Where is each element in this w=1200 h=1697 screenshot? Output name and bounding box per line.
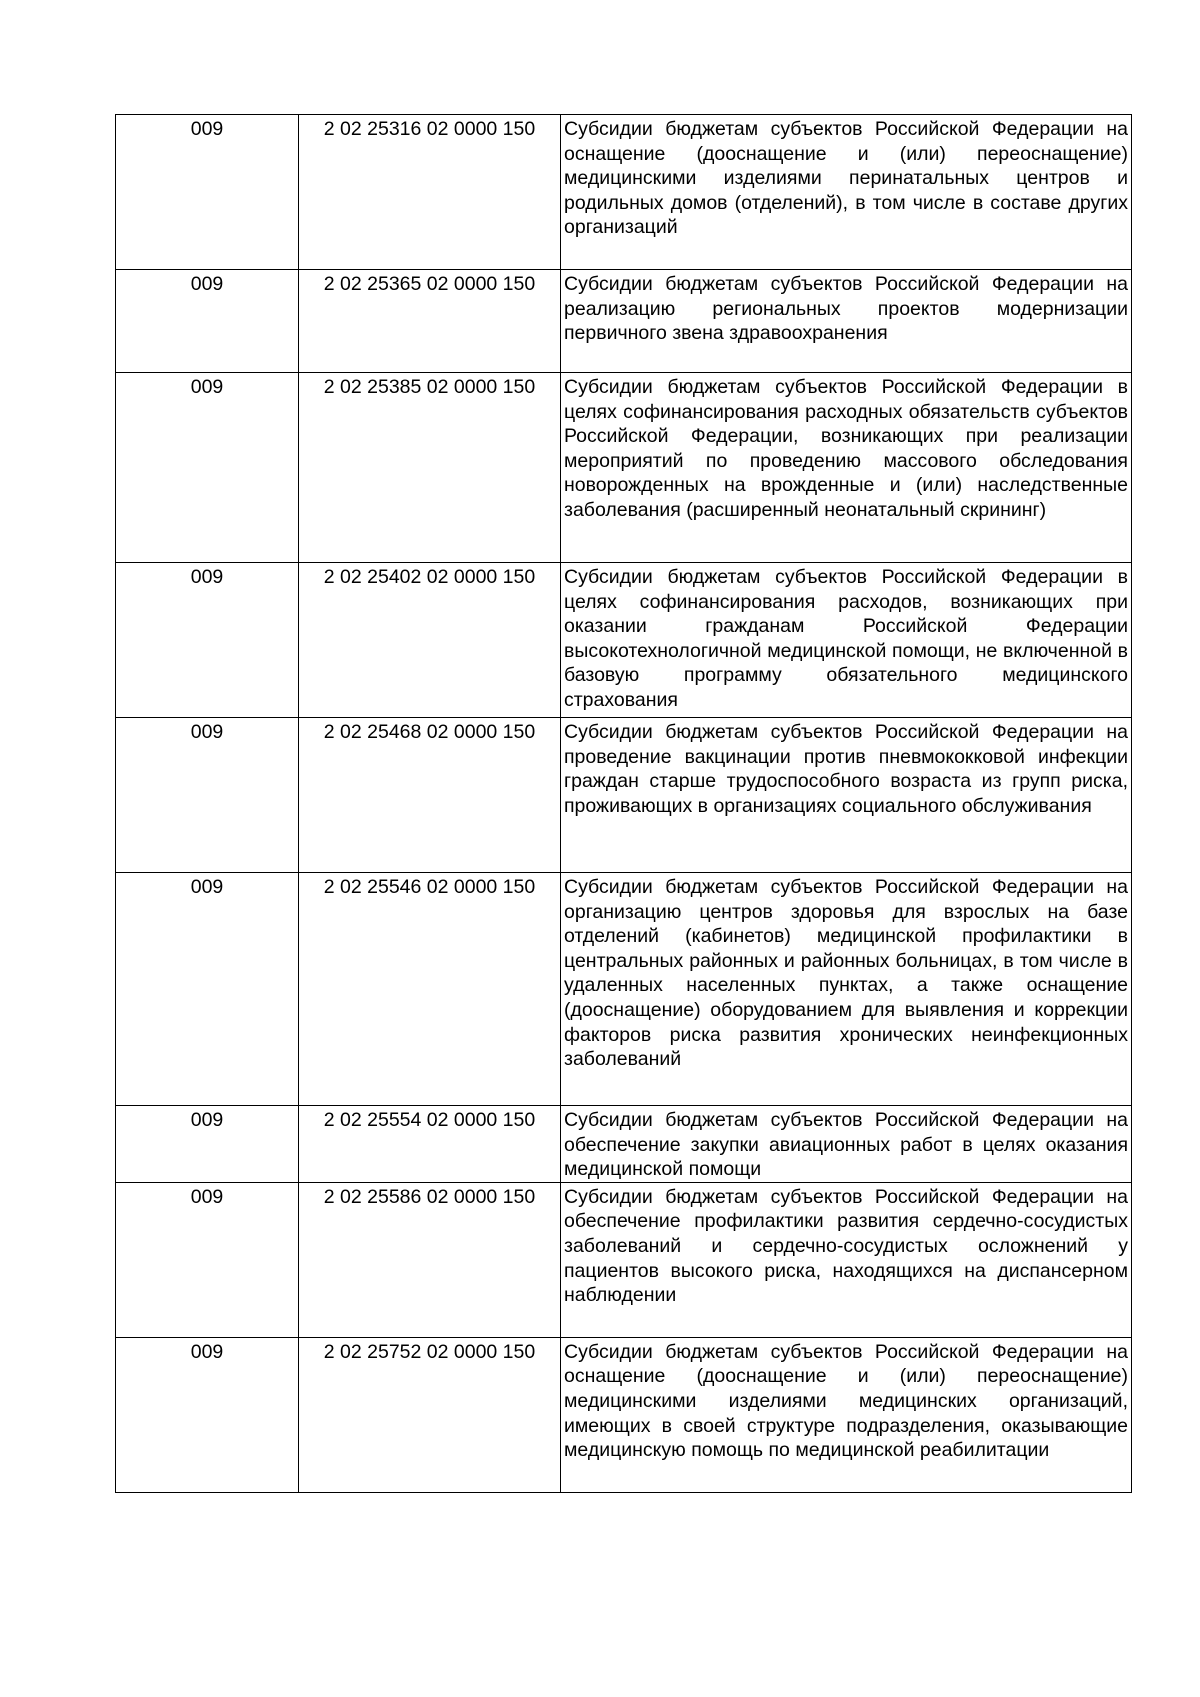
description-cell: Субсидии бюджетам субъектов Российской Федерации в целях софинансирования расходных обязательств субъектов Российской Федерации, возникающих при реализации мероприятий по проведению массового обследования новорожденных на врожденные и (или) наследственные заболевания (расширенный неонатальный скрининг) <box>561 373 1132 563</box>
admin-code-cell: 009 <box>116 1337 299 1492</box>
budget-code-cell: 2 02 25402 02 0000 150 <box>299 563 561 718</box>
admin-code-cell: 009 <box>116 1182 299 1337</box>
revenue-codes-table <box>115 114 1132 1493</box>
budget-code-cell: 2 02 25752 02 0000 150 <box>299 1337 561 1492</box>
description-cell: Субсидии бюджетам субъектов Российской Федерации в целях софинансирования расходов, возникающих при оказании гражданам Российской Федерации высокотехнологичной медицинской помощи, не включенной в базовую программу обязательного медицинского страхования <box>561 563 1132 718</box>
description-cell: Субсидии бюджетам субъектов Российской Федерации на оснащение (дооснащение и (или) переоснащение) медицинскими изделиями перинатальных центров и родильных домов (отделений), в том числе в составе других организаций <box>561 115 1132 270</box>
budget-code-cell: 2 02 25468 02 0000 150 <box>299 718 561 873</box>
description-cell: Субсидии бюджетам субъектов Российской Федерации на организацию центров здоровья для взрослых на базе отделений (кабинетов) медицинской профилактики в центральных районных и районных больницах, в том числе в удаленных населенных пунктах, а также оснащение (дооснащение) оборудованием для выявления и коррекции факторов риска развития хронических неинфекционных заболеваний <box>561 873 1132 1106</box>
description-cell: Субсидии бюджетам субъектов Российской Федерации на реализацию региональных проектов модернизации первичного звена здравоохранения <box>561 270 1132 373</box>
description-cell: Субсидии бюджетам субъектов Российской Федерации на оснащение (дооснащение и (или) переоснащение) медицинскими изделиями медицинских организаций, имеющих в своей структуре подразделения, оказывающие медицинскую помощь по медицинской реабилитации <box>561 1337 1132 1492</box>
table-row <box>116 1337 1132 1492</box>
budget-code-cell: 2 02 25316 02 0000 150 <box>299 115 561 270</box>
admin-code-cell: 009 <box>116 718 299 873</box>
admin-code-cell: 009 <box>116 563 299 718</box>
table-row <box>116 270 1132 373</box>
table-row <box>116 1106 1132 1183</box>
table-row <box>116 563 1132 718</box>
budget-code-cell: 2 02 25385 02 0000 150 <box>299 373 561 563</box>
admin-code-cell: 009 <box>116 873 299 1106</box>
table-row <box>116 1182 1132 1337</box>
budget-code-cell: 2 02 25546 02 0000 150 <box>299 873 561 1106</box>
description-cell: Субсидии бюджетам субъектов Российской Федерации на обеспечение профилактики развития сердечно-сосудистых заболеваний и сердечно-сосудистых осложнений у пациентов высокого риска, находящихся на диспансерном наблюдении <box>561 1182 1132 1337</box>
table-row <box>116 373 1132 563</box>
budget-code-cell: 2 02 25365 02 0000 150 <box>299 270 561 373</box>
admin-code-cell: 009 <box>116 1106 299 1183</box>
table-row <box>116 115 1132 270</box>
admin-code-cell: 009 <box>116 373 299 563</box>
budget-code-cell: 2 02 25586 02 0000 150 <box>299 1182 561 1337</box>
description-cell: Субсидии бюджетам субъектов Российской Федерации на обеспечение закупки авиационных работ в целях оказания медицинской помощи <box>561 1106 1132 1183</box>
admin-code-cell: 009 <box>116 115 299 270</box>
budget-code-cell: 2 02 25554 02 0000 150 <box>299 1106 561 1183</box>
table-row <box>116 873 1132 1106</box>
description-cell: Субсидии бюджетам субъектов Российской Федерации на проведение вакцинации против пневмококковой инфекции граждан старше трудоспособного возраста из групп риска, проживающих в организациях социального обслуживания <box>561 718 1132 873</box>
admin-code-cell: 009 <box>116 270 299 373</box>
table-row <box>116 718 1132 873</box>
